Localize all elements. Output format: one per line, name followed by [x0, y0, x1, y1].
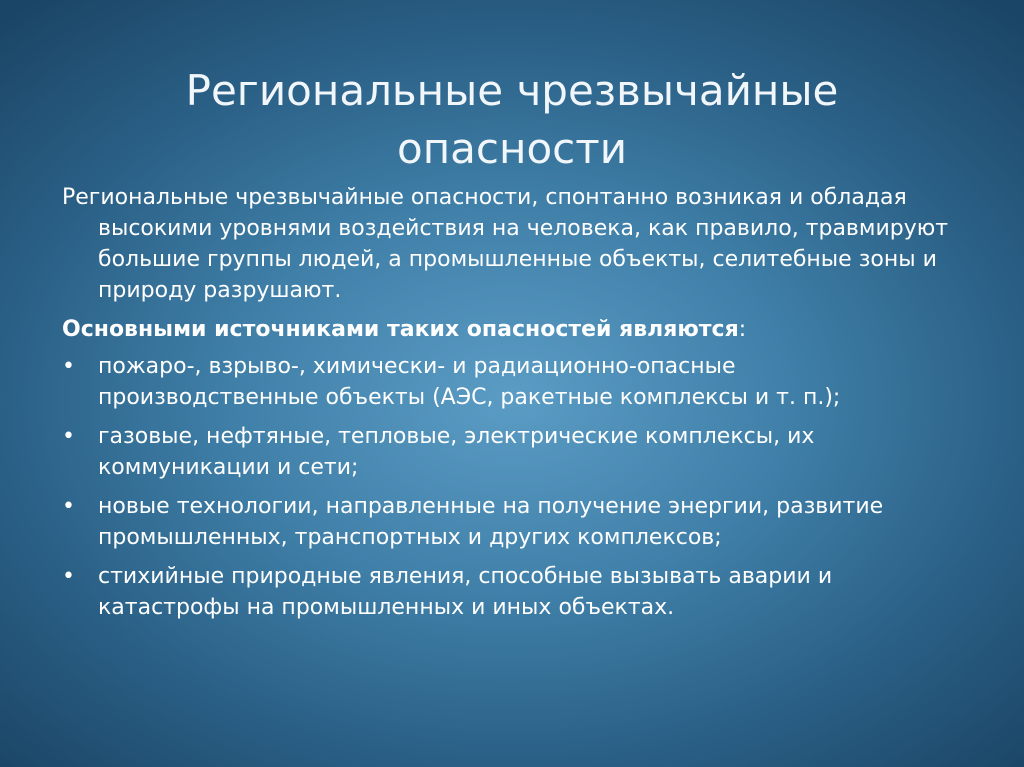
list-item	[62, 491, 962, 553]
bullet-icon: •	[62, 564, 75, 589]
slide-title-line-2: опасности	[397, 124, 627, 174]
sources-lead-text: Основными источниками таких опасностей являются	[62, 317, 739, 342]
slide-title-line-1: Региональные чрезвычайные	[185, 66, 839, 116]
intro-paragraph: Региональные чрезвычайные опасности, спонтанно возникая и обладая высокими уровнями воздействия на человека, как правило, травмируют большие группы людей, а промышленные объекты, селитебные зоны и природу разрушают.	[62, 185, 949, 303]
bullet-icon: •	[62, 494, 75, 519]
sources-lead	[62, 314, 962, 345]
bullet-icon: •	[62, 354, 75, 379]
sources-lead-colon: :	[738, 317, 747, 342]
list-item-text: новые технологии, направленные на получение энергии, развитие промышленных, транспортных и других комплексов;	[98, 494, 884, 550]
list-item-text: стихийные природные явления, способные вызывать аварии и катастрофы на промышленных и иных объектах.	[98, 564, 833, 620]
slide-title	[0, 62, 1024, 178]
list-item	[62, 351, 962, 413]
list-item	[62, 421, 962, 483]
bullet-icon: •	[62, 424, 75, 449]
list-item-text: пожаро-, взрыво-, химически- и радиационно-опасные производственные объекты (АЭС, ракетные комплексы и т. п.);	[98, 354, 841, 410]
slide-body	[62, 182, 962, 631]
list-item	[62, 561, 962, 623]
list-item-text: газовые, нефтяные, тепловые, электрические комплексы, их коммуникации и сети;	[98, 424, 815, 480]
sources-list	[62, 351, 962, 623]
